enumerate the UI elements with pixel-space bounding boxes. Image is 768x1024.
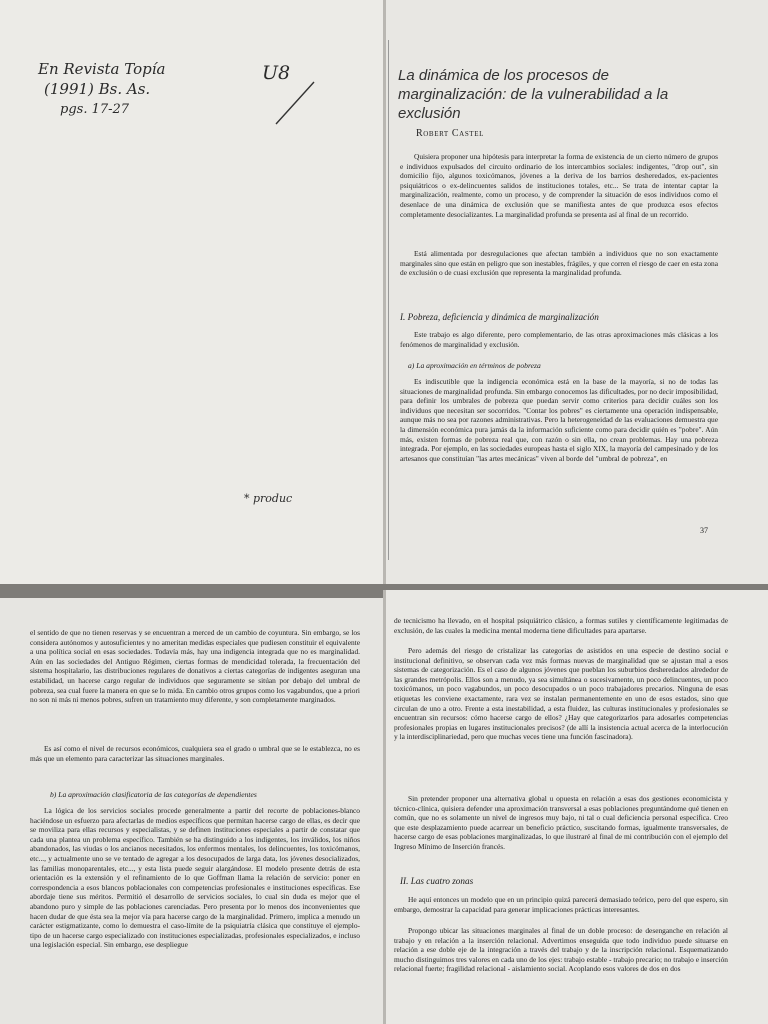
section-2-paragraph-1: He aquí entonces un modelo que en un principio quizá parecerá demasiado teórico, pero del que espero, sin embargo, demostrar la capacidad para generar implicaciones prácticas interesantes. [394,895,728,914]
subsection-b-paragraph-1: La lógica de los servicios sociales procede generalmente a partir del recorte de poblaciones-blanco haciéndose un esfuerzo para afectarlas de medios específicos que permitan hacerse cargo de ellas, es decir que se moviliza para ellas recursos y especialistas, y se definen instituciones especiales a partir de constatar que cada una plantea un problema específico. También se ha distinguido a los indigentes, los inválidos, los niños abandonados, las viudas o los ancianos necesitados, los enfermos mentales, los delincuentes, los toxicómanos, etc..., y actualmente uno se ve tentado de agregar a los desocupados de larga data, los jóvenes desocializados, las familias monoparentales, etc..., y esta lista puede seguir alargándose. El modelo presente detrás de esta orientación es la extensión y el refinamiento de lo que Goffman llama la relación de servicio: poner en correspondencia a esos blancos poblacionales con competencias profesionales e instituciones específicas. Ese abordaje tiene sus méritos. Permitió el desarrollo de servicios sociales, lo cual sin duda es mejor que el abandono puro y simple de las poblaciones carenciadas. Pero presenta por lo menos dos inconvenientes que hacen dudar de que ésta sea la mejor vía para hacerse cargo de la marginalidad. Primero, implica a menudo un carácter estigmatizante, como lo demuestra el caso-límite de la psiquiatría clásica que constituye el ejemplo-tipo de un hacerse cargo especializado con instituciones especializadas, profesionales especializados, e incluso una legislación especial. Sin embargo, ese despliegue [30,806,360,950]
handwritten-note-line3: pgs. 17-27 [60,102,130,117]
continued-paragraph-2: Es así como el nivel de recursos económicos, cualquiera sea el grado o umbral que se le establezca, no es más que un elemento para caracterizar las situaciones marginales. [30,744,360,763]
continued-paragraph-1: el sentido de que no tienen reservas y se encuentran a merced de un cambio de coyuntura. Sin embargo, se los considera autónomos y autosuficientes y no ameritan medidas especiales que pudiesen constituir el equivalente a una política social en esas sociedades. Todavía más, hay una indigencia integrada que no es marginalidad. Aún en las sociedades del Antiguo Régimen, ciertas formas de mendicidad tolerada, la frecuentación del sistema hospitalario, las distribuciones regulares de donativos a ciertas categorías de indigentes aseguran una estabilidad, un hacerse cargo regular de individuos que seguramente se sitúan por debajo del umbral de pobreza, sea cual fuere la manera en que se lo mida. En cambio otros grupos como los vagabundos, que a priori no son ni más ni menos pobres, sufren un tratamiento muy diferente, y son completamente marginados. [30,628,360,705]
section-1-paragraph-1: Este trabajo es algo diferente, pero complementario, de las otras aproximaciones más clásicas a los fenómenos de marginalidad y exclusión. [400,330,718,349]
right-paragraph-2: Pero además del riesgo de cristalizar las categorías de asistidos en una especie de destino social e institucional definitivo, se observan cada vez más formas nuevas de marginalidad que se ajustan mal a esos sistemas de categorización. Es el caso de algunos jóvenes que pueblan los suburbios desheredados alrededor de las grandes metrópolis. Ellos son a menudo, ya sea simultánea o sucesivamente, un poco delincuentes, un poco toxicómanos, un poco vagabundos, un poco desocupados o un poco trabajadores precarios. Ninguna de esas etiquetas les conviene exactamente, rara vez se instalan permanentemente en uno de esos estados, sino que circulan de uno a otro. Frente a esta inestabilidad, a esta fluidez, las culturas institucionales y profesionales se encuentran sin recursos: cómo hacerse cargo de ellos? ¿Hay que categorizarlos para adosarles competencias profesionales propias en lugares institucionales precisos? (de allí la insistencia actual acerca de la interlocución y la interdisciplinariedad, pero que muchas veces tiene una función fascinadora). [394,646,728,742]
subsection-b-title: b) La aproximación clasificatoria de las categorías de dependientes [50,790,257,799]
subsection-a-title: a) La aproximación en términos de pobreza [408,361,541,370]
handwritten-note-line2: (1991) Bs. As. [44,80,151,98]
handwritten-insert-note: * produc [244,492,293,505]
section-1-title: I. Pobreza, deficiencia y dinámica de marginalización [400,312,599,322]
article-title: La dinámica de los procesos de marginalización: de la vulnerabilidad a la exclusión [398,67,669,122]
pen-stroke-icon [270,80,320,130]
handwritten-note-line1: En Revista Topía [38,60,166,78]
subsection-a-paragraph-1: Es indiscutible que la indigencia económica está en la base de la mayoría, si no de todas las situaciones de marginalidad profunda. Sin embargo conocemos las dificultades, por no decir imposibilidad, para definir los umbrales de pobreza que puedan servir como criterios para decidir cuáles son los individuos que necesitan ser socorridos. "Contar los pobres" es ciertamente una operación indispensable, aunque más no sea por razones administrativas. Pero la heterogeneidad de las evaluaciones demuestra que la dimensión económica pura jamás da la información suficiente como para decidir quién es "pobre". Aún más, existen formas de pobreza real que, con razón o sin ella, no crean problemas. Hay una pobreza integrada. Por ejemplo, en las sociedades europeas hasta el siglo XIX, la mayoría del campesinado y de los artesanos que constituían "las artes mecánicas" viven al borde del "umbral de pobreza", en [400,377,718,463]
article-author: Robert Castel [416,128,484,139]
right-paragraph-1: de tecnicismo ha llevado, en el hospital psiquiátrico clásico, a formas sutiles y científicamente legitimadas de exclusión, de las cuales la medicina mental moderna tiene dificultades para apartarse. [394,616,728,635]
book-spine-top [383,0,386,584]
page-bottom-left [0,598,384,1024]
page-number: 37 [700,526,708,535]
page-bottom-right [384,590,768,1024]
intro-paragraph-2: Está alimentada por desregulaciones que afectan también a individuos que no son exactamente marginales sino que están en peligro que son inestables, frágiles, y que corren el riesgo de caer en esta zona de exclusión o de cuasi exclusión que representa la marginalidad profunda. [400,249,718,278]
page-top-right [384,0,768,584]
intro-paragraph-1: Quisiera proponer una hipótesis para interpretar la forma de existencia de un cierto número de grupos e individuos expulsados del circuito ordinario de los intercambios sociales: indigentes, "drop out", sin domicilio fijo, algunos toxicómanos, jóvenes a la deriva de los barrios desheredados, ex-pacientes psiquiátricos o ex-delincuentes salidos de instituciones totales, etc... Se trata de intentar captar la marginalización, realmente, como un proceso, y de comprender la situación de esos individuos como el desenlace de una dinámica de exclusión que se manifiesta antes de que produzca esos efectos completamente desocializantes. La marginalidad profunda se presenta así al final de un recorrido. [400,152,718,219]
right-paragraph-3: Sin pretender proponer una alternativa global u opuesta en relación a esas dos gestiones economicista y técnico-clínica, quisiera defender una aproximación transversal a esas poblaciones preguntándome qué tienen en común, que no es solamente un nivel de ingresos muy bajo, ni tal o cual deficiencia personal específica. Creo que este desplazamiento puede acarrear un beneficio práctico, suscitando formas, igualmente transversales, de hacerse cargo de esas poblaciones marginalizadas, lo que ilustraré al final de mi contribución con el ejemplo del Ingreso Mínimo de Inserción francés. [394,794,728,851]
section-2-title: II. Las cuatro zonas [400,876,474,886]
book-spine-bottom [383,590,386,1024]
margin-line [388,40,389,560]
page-top-left [0,0,384,584]
section-2-paragraph-2: Propongo ubicar las situaciones marginales al final de un doble proceso: de desenganche en relación al trabajo y en relación a la inserción relacional. Advertimos enseguida que todo individuo puede situarse en relación a ese doble eje de la integración a través del trabajo y de la inscripción relacional. Esquematizando mucho distinguimos tres valores en cada uno de los ejes: trabajo estable - trabajo precario; no trabajo e inserción relacional fuerte; fragilidad relacional - aislamiento social. Acoplando esos valores de dos en dos [394,926,728,974]
handwritten-corner-mark: U8 [262,62,291,84]
